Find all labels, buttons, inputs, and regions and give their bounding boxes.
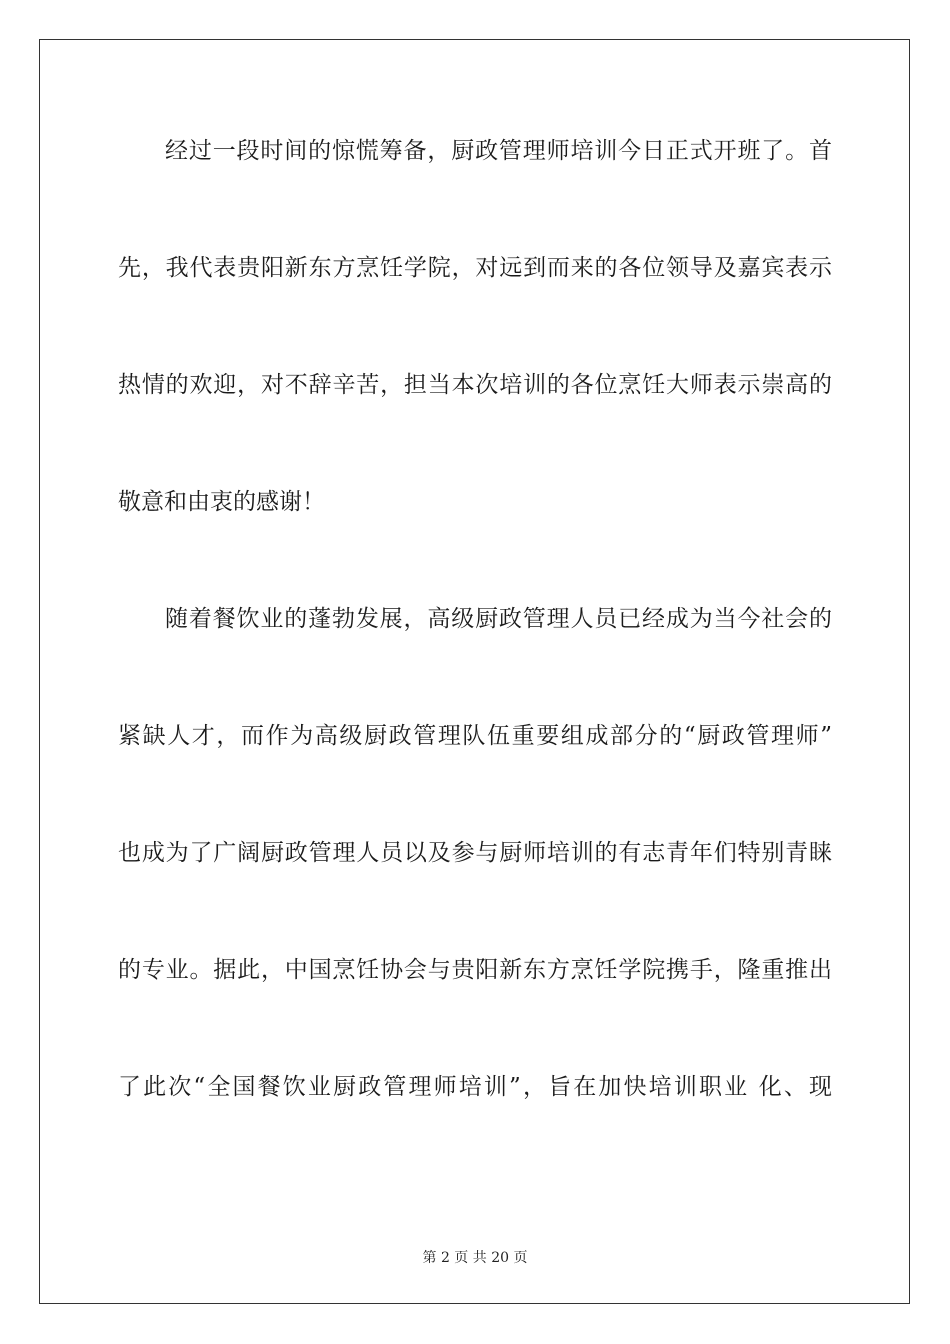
page-number: 第 2 页 共 20 页: [422, 1250, 528, 1266]
paragraph-1-line-1: 经过一段时间的惊慌筹备，厨政管理师培训今日正式开班了。首: [165, 138, 832, 164]
paragraph-2-line-4: 的专业。据此，中国烹饪协会与贵阳新东方烹饪学院携手，隆重推出: [118, 957, 832, 983]
page-footer: [0, 1247, 950, 1267]
document-body: [118, 128, 832, 1181]
paragraph-1-line-4: 敬意和由衷的感谢！: [118, 489, 325, 515]
paragraph-2-line-2: 紧缺人才，而作为高级厨政管理队伍重要组成部分的“厨政管理师”: [118, 723, 832, 749]
paragraph-2-line-3: 也成为了广阔厨政管理人员以及参与厨师培训的有志青年们特别青睐: [118, 840, 832, 866]
paragraph-1-line-3: 热情的欢迎，对不辞辛苦，担当本次培训的各位烹饪大师表示崇高的: [118, 372, 832, 398]
paragraph-2-line-5: 了此次“全国餐饮业厨政管理师培训”，旨在加快培训职业 化、现: [118, 1074, 832, 1100]
paragraph-2-line-1: 随着餐饮业的蓬勃发展，高级厨政管理人员已经成为当今社会的: [165, 606, 832, 632]
paragraph-1-line-2: 先，我代表贵阳新东方烹饪学院，对远到而来的各位领导及嘉宾表示: [118, 255, 832, 281]
